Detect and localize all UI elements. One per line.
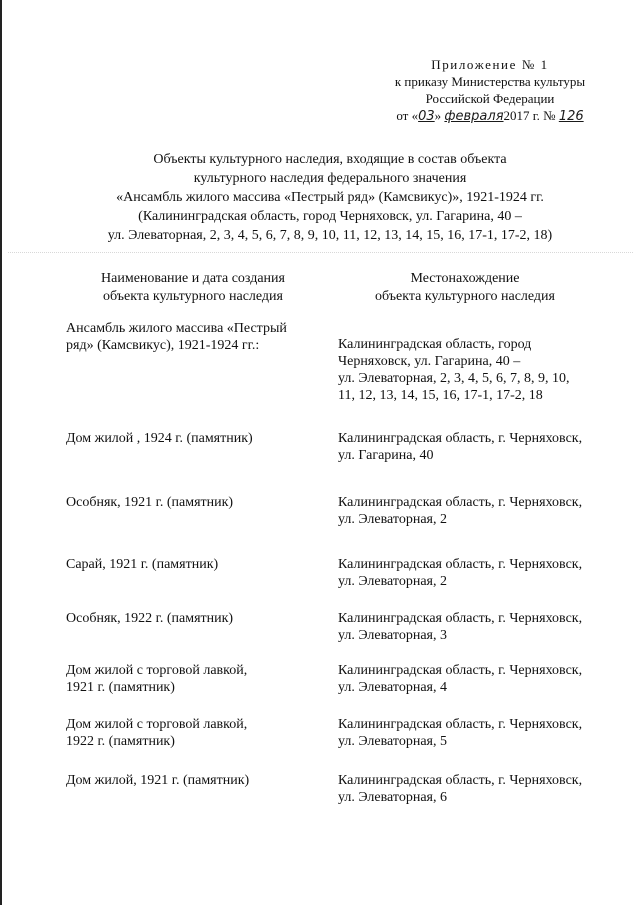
object-name-line: Дом жилой с торговой лавкой, <box>66 717 248 732</box>
title-line-1: Объекты культурного наследия, входящие в состав объекта <box>153 152 507 167</box>
object-location <box>338 772 613 806</box>
object-location-line: ул. Гагарина, 40 <box>338 448 434 463</box>
object-name-line: Дом жилой, 1921 г. (памятник) <box>66 773 250 788</box>
object-name <box>66 772 316 789</box>
object-location <box>338 610 613 644</box>
column-header-location <box>340 270 590 306</box>
object-location-line: Калининградская область, г. Черняховск, <box>338 717 583 732</box>
date-mid: » <box>434 108 445 123</box>
object-name-line: ряд» (Камсвикус), 1921-1924 гг.: <box>66 338 260 353</box>
object-name-line: Особняк, 1922 г. (памятник) <box>66 611 234 626</box>
object-location-line: Черняховск, ул. Гагарина, 40 – <box>338 354 521 369</box>
object-location-line: 11, 12, 13, 14, 15, 16, 17-1, 17-2, 18 <box>338 388 543 403</box>
column-header-name-line2: объекта культурного наследия <box>103 289 283 304</box>
scan-edge <box>0 0 2 905</box>
object-location-line: Калининградская область, г. Черняховск, <box>338 773 583 788</box>
object-location <box>338 556 613 590</box>
handwritten-month: февраля <box>444 109 504 124</box>
object-location-line: Калининградская область, г. Черняховск, <box>338 495 583 510</box>
object-name-line: Ансамбль жилого массива «Пестрый <box>66 321 287 336</box>
object-name <box>66 430 316 447</box>
object-location-line: Калининградская область, г. Черняховск, <box>338 557 583 572</box>
object-name <box>66 662 316 696</box>
appendix-date-line <box>380 107 600 125</box>
object-name <box>66 494 316 511</box>
object-name <box>66 610 316 627</box>
object-name-line: 1921 г. (памятник) <box>66 680 175 695</box>
handwritten-day: 03 <box>418 109 435 124</box>
divider <box>8 252 633 254</box>
document-title <box>70 150 590 245</box>
appendix-federation: Российской Федерации <box>425 91 555 106</box>
object-location-line: ул. Элеваторная, 5 <box>338 734 447 749</box>
date-year: 2017 г. № <box>503 108 556 123</box>
object-name-line: Дом жилой с торговой лавкой, <box>66 663 248 678</box>
object-location <box>338 716 613 750</box>
handwritten-number: 126 <box>558 109 584 124</box>
object-location-line: Калининградская область, г. Черняховск, <box>338 431 583 446</box>
column-header-location-line2: объекта культурного наследия <box>375 289 555 304</box>
column-header-location-line1: Местонахождение <box>410 271 520 286</box>
object-location <box>338 662 613 696</box>
object-location <box>338 494 613 528</box>
object-name-line: Дом жилой , 1924 г. (памятник) <box>66 431 253 446</box>
date-prefix: от « <box>396 108 419 123</box>
object-location-line: Калининградская область, г. Черняховск, <box>338 611 583 626</box>
object-name-line: 1922 г. (памятник) <box>66 734 175 749</box>
title-line-3: «Ансамбль жилого массива «Пестрый ряд» (Камсвикус)», 1921-1924 гг. <box>116 190 544 205</box>
title-line-4: (Калининградская область, город Черняховск, ул. Гагарина, 40 – <box>138 209 522 224</box>
appendix-block <box>380 56 600 125</box>
object-location-line: Калининградская область, город <box>338 337 532 352</box>
object-location-line: ул. Элеваторная, 2 <box>338 574 447 589</box>
object-location-line: ул. Элеваторная, 3 <box>338 628 447 643</box>
object-location-line: ул. Элеваторная, 6 <box>338 790 447 805</box>
appendix-order: к приказу Министерства культуры <box>394 74 586 89</box>
object-location-line: ул. Элеваторная, 2, 3, 4, 5, 6, 7, 8, 9, 10, <box>338 371 570 386</box>
object-location <box>338 430 613 464</box>
object-name <box>66 716 316 750</box>
column-header-name <box>78 270 308 306</box>
title-line-5: ул. Элеваторная, 2, 3, 4, 5, 6, 7, 8, 9, 10, 11, 12, 13, 14, 15, 16, 17-1, 17-2, 18) <box>107 228 553 243</box>
object-name <box>66 556 316 573</box>
object-name <box>66 320 316 354</box>
object-location-line: Калининградская область, г. Черняховск, <box>338 663 583 678</box>
appendix-title: Приложение № 1 <box>431 57 549 72</box>
object-location-line: ул. Элеваторная, 4 <box>338 680 447 695</box>
object-location <box>338 336 613 404</box>
object-location-line: ул. Элеваторная, 2 <box>338 512 447 527</box>
object-name-line: Сарай, 1921 г. (памятник) <box>66 557 219 572</box>
column-header-name-line1: Наименование и дата создания <box>101 271 285 286</box>
object-name-line: Особняк, 1921 г. (памятник) <box>66 495 234 510</box>
title-line-2: культурного наследия федерального значения <box>193 171 467 186</box>
